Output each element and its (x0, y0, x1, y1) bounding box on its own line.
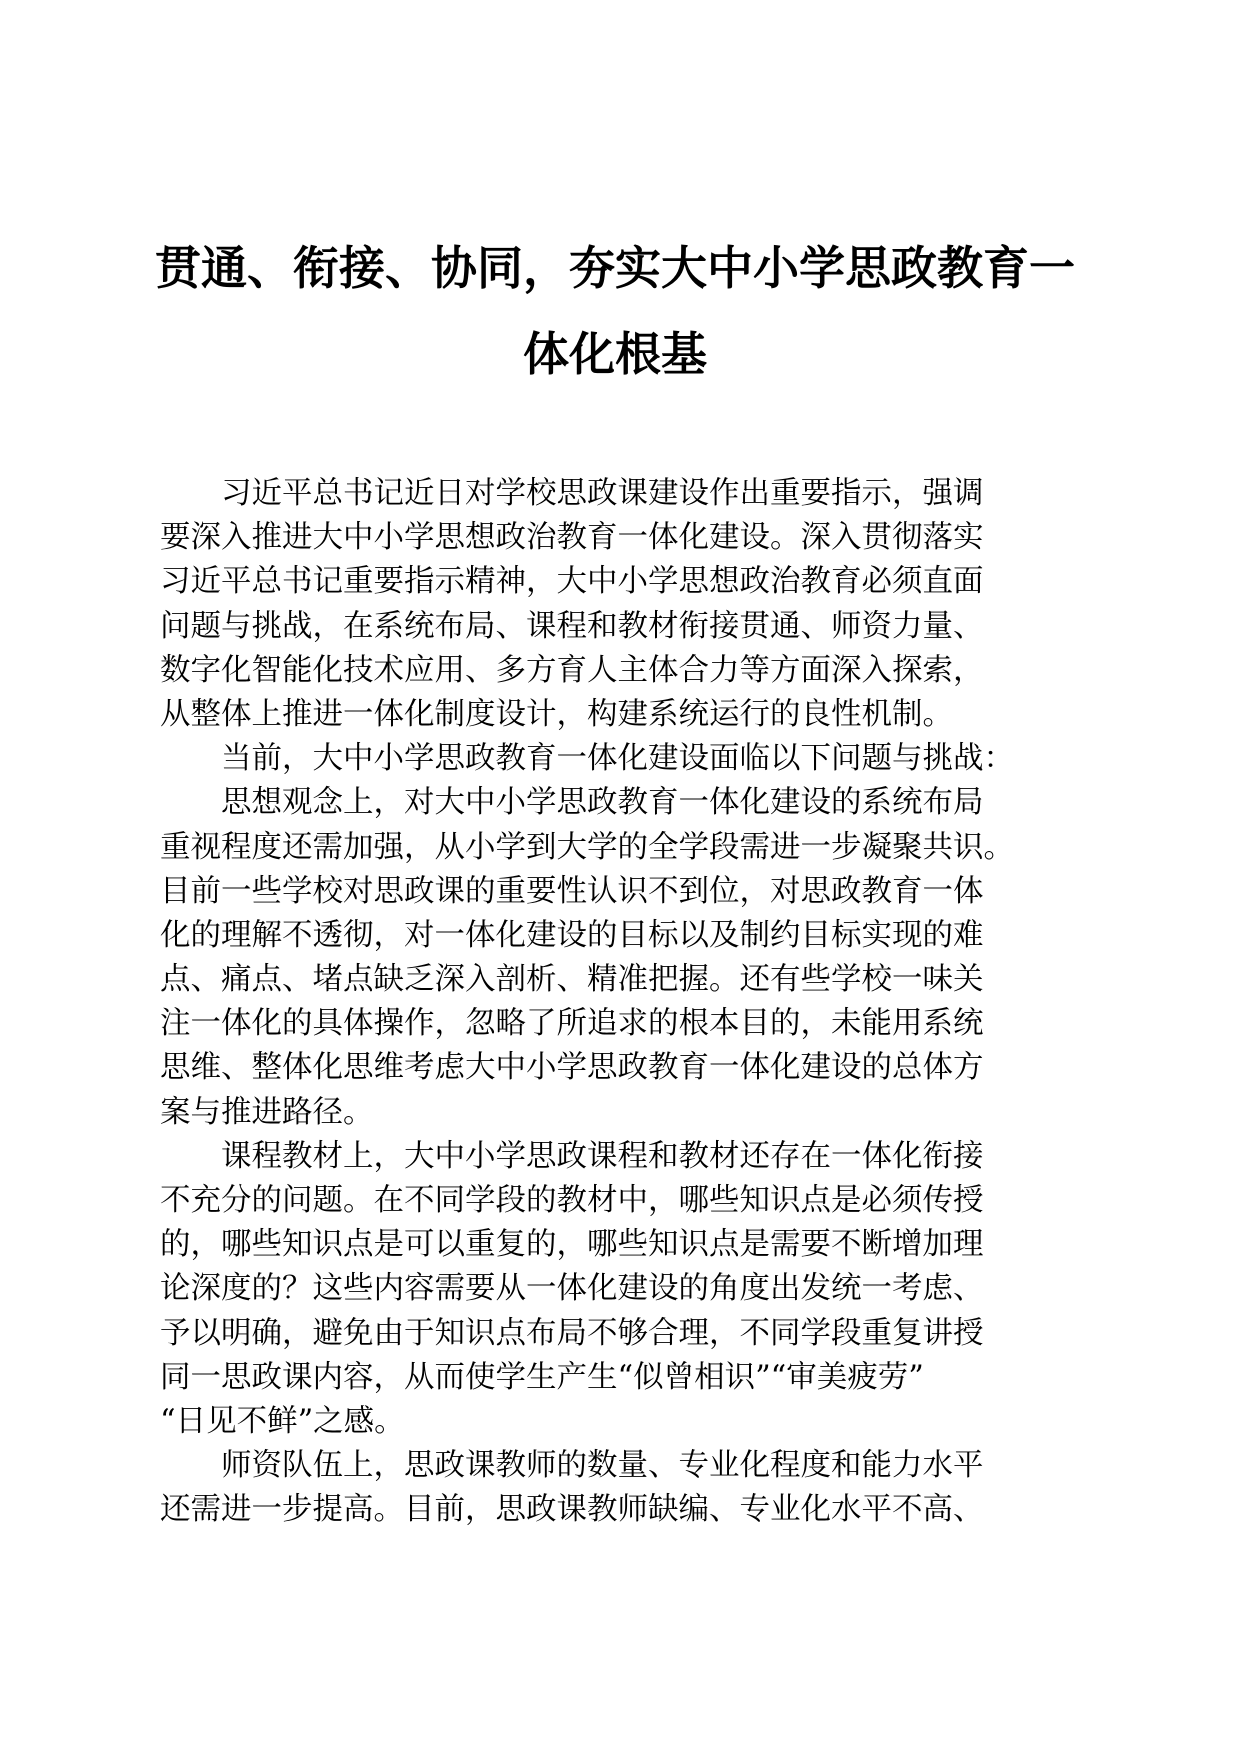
paragraph-line: 予以明确，避免由于知识点布局不够合理，不同学段重复讲授 (160, 1315, 984, 1351)
paragraph-line: 不充分的问题。在不同学段的教材中，哪些知识点是必须传授 (160, 1183, 984, 1218)
paragraph-line: 目前一些学校对思政课的重要性认识不到位，对思政教育一体 (160, 873, 984, 909)
paragraph-line: 数字化智能化技术应用、多方育人主体合力等方面深入探索， (160, 652, 984, 688)
paragraph-line: 课程教材上，大中小学思政课程和教材还存在一体化衔接 (221, 1138, 984, 1174)
document-title (150, 225, 1080, 397)
paragraph-line: 化的理解不透彻，对一体化建设的目标以及制约目标实现的难 (160, 917, 984, 953)
paragraph-line: 点、痛点、堵点缺乏深入剖析、精准把握。还有些学校一味关 (160, 962, 984, 998)
paragraph-line: 注一体化的具体操作，忽略了所追求的根本目的，未能用系统 (160, 1006, 984, 1042)
paragraph-line: 同一思政课内容，从而使学生产生“似曾相识”“审美疲劳” (160, 1359, 924, 1395)
paragraph-line: 问题与挑战，在系统布局、课程和教材衔接贯通、师资力量、 (160, 608, 984, 644)
paragraph-line: 思维、整体化思维考虑大中小学思政教育一体化建设的总体方 (160, 1050, 984, 1086)
paragraph-line: 思想观念上，对大中小学思政教育一体化建设的系统布局 (221, 785, 984, 821)
paragraph-line: 还需进一步提高。目前，思政课教师缺编、专业化水平不高、 (160, 1492, 984, 1528)
paragraph-line: 论深度的？这些内容需要从一体化建设的角度出发统一考虑、 (160, 1271, 984, 1307)
paragraph-line: 重视程度还需加强，从小学到大学的全学段需进一步凝聚共识。 (160, 829, 1014, 865)
paragraph-line: 案与推进路径。 (160, 1094, 374, 1130)
paragraph-line: 习近平总书记近日对学校思政课建设作出重要指示，强调 (221, 476, 984, 511)
paragraph-line: 的，哪些知识点是可以重复的，哪些知识点是需要不断增加理 (160, 1227, 984, 1263)
paragraph-line: 从整体上推进一体化制度设计，构建系统运行的良性机制。 (160, 696, 953, 732)
paragraph-line: 要深入推进大中小学思想政治教育一体化建设。深入贯彻落实 (160, 520, 984, 556)
title-line-2: 体化根基 (523, 327, 707, 381)
paragraph-line: 当前，大中小学思政教育一体化建设面临以下问题与挑战： (221, 741, 1014, 777)
document-body (160, 472, 1080, 1533)
paragraph-line: “日见不鲜”之感。 (160, 1403, 405, 1439)
paragraph-line: 师资队伍上，思政课教师的数量、专业化程度和能力水平 (221, 1448, 984, 1484)
paragraph-line: 习近平总书记重要指示精神，大中小学思想政治教育必须直面 (160, 564, 984, 600)
title-line-1: 贯通、衔接、协同，夯实大中小学思政教育一 (155, 241, 1075, 295)
